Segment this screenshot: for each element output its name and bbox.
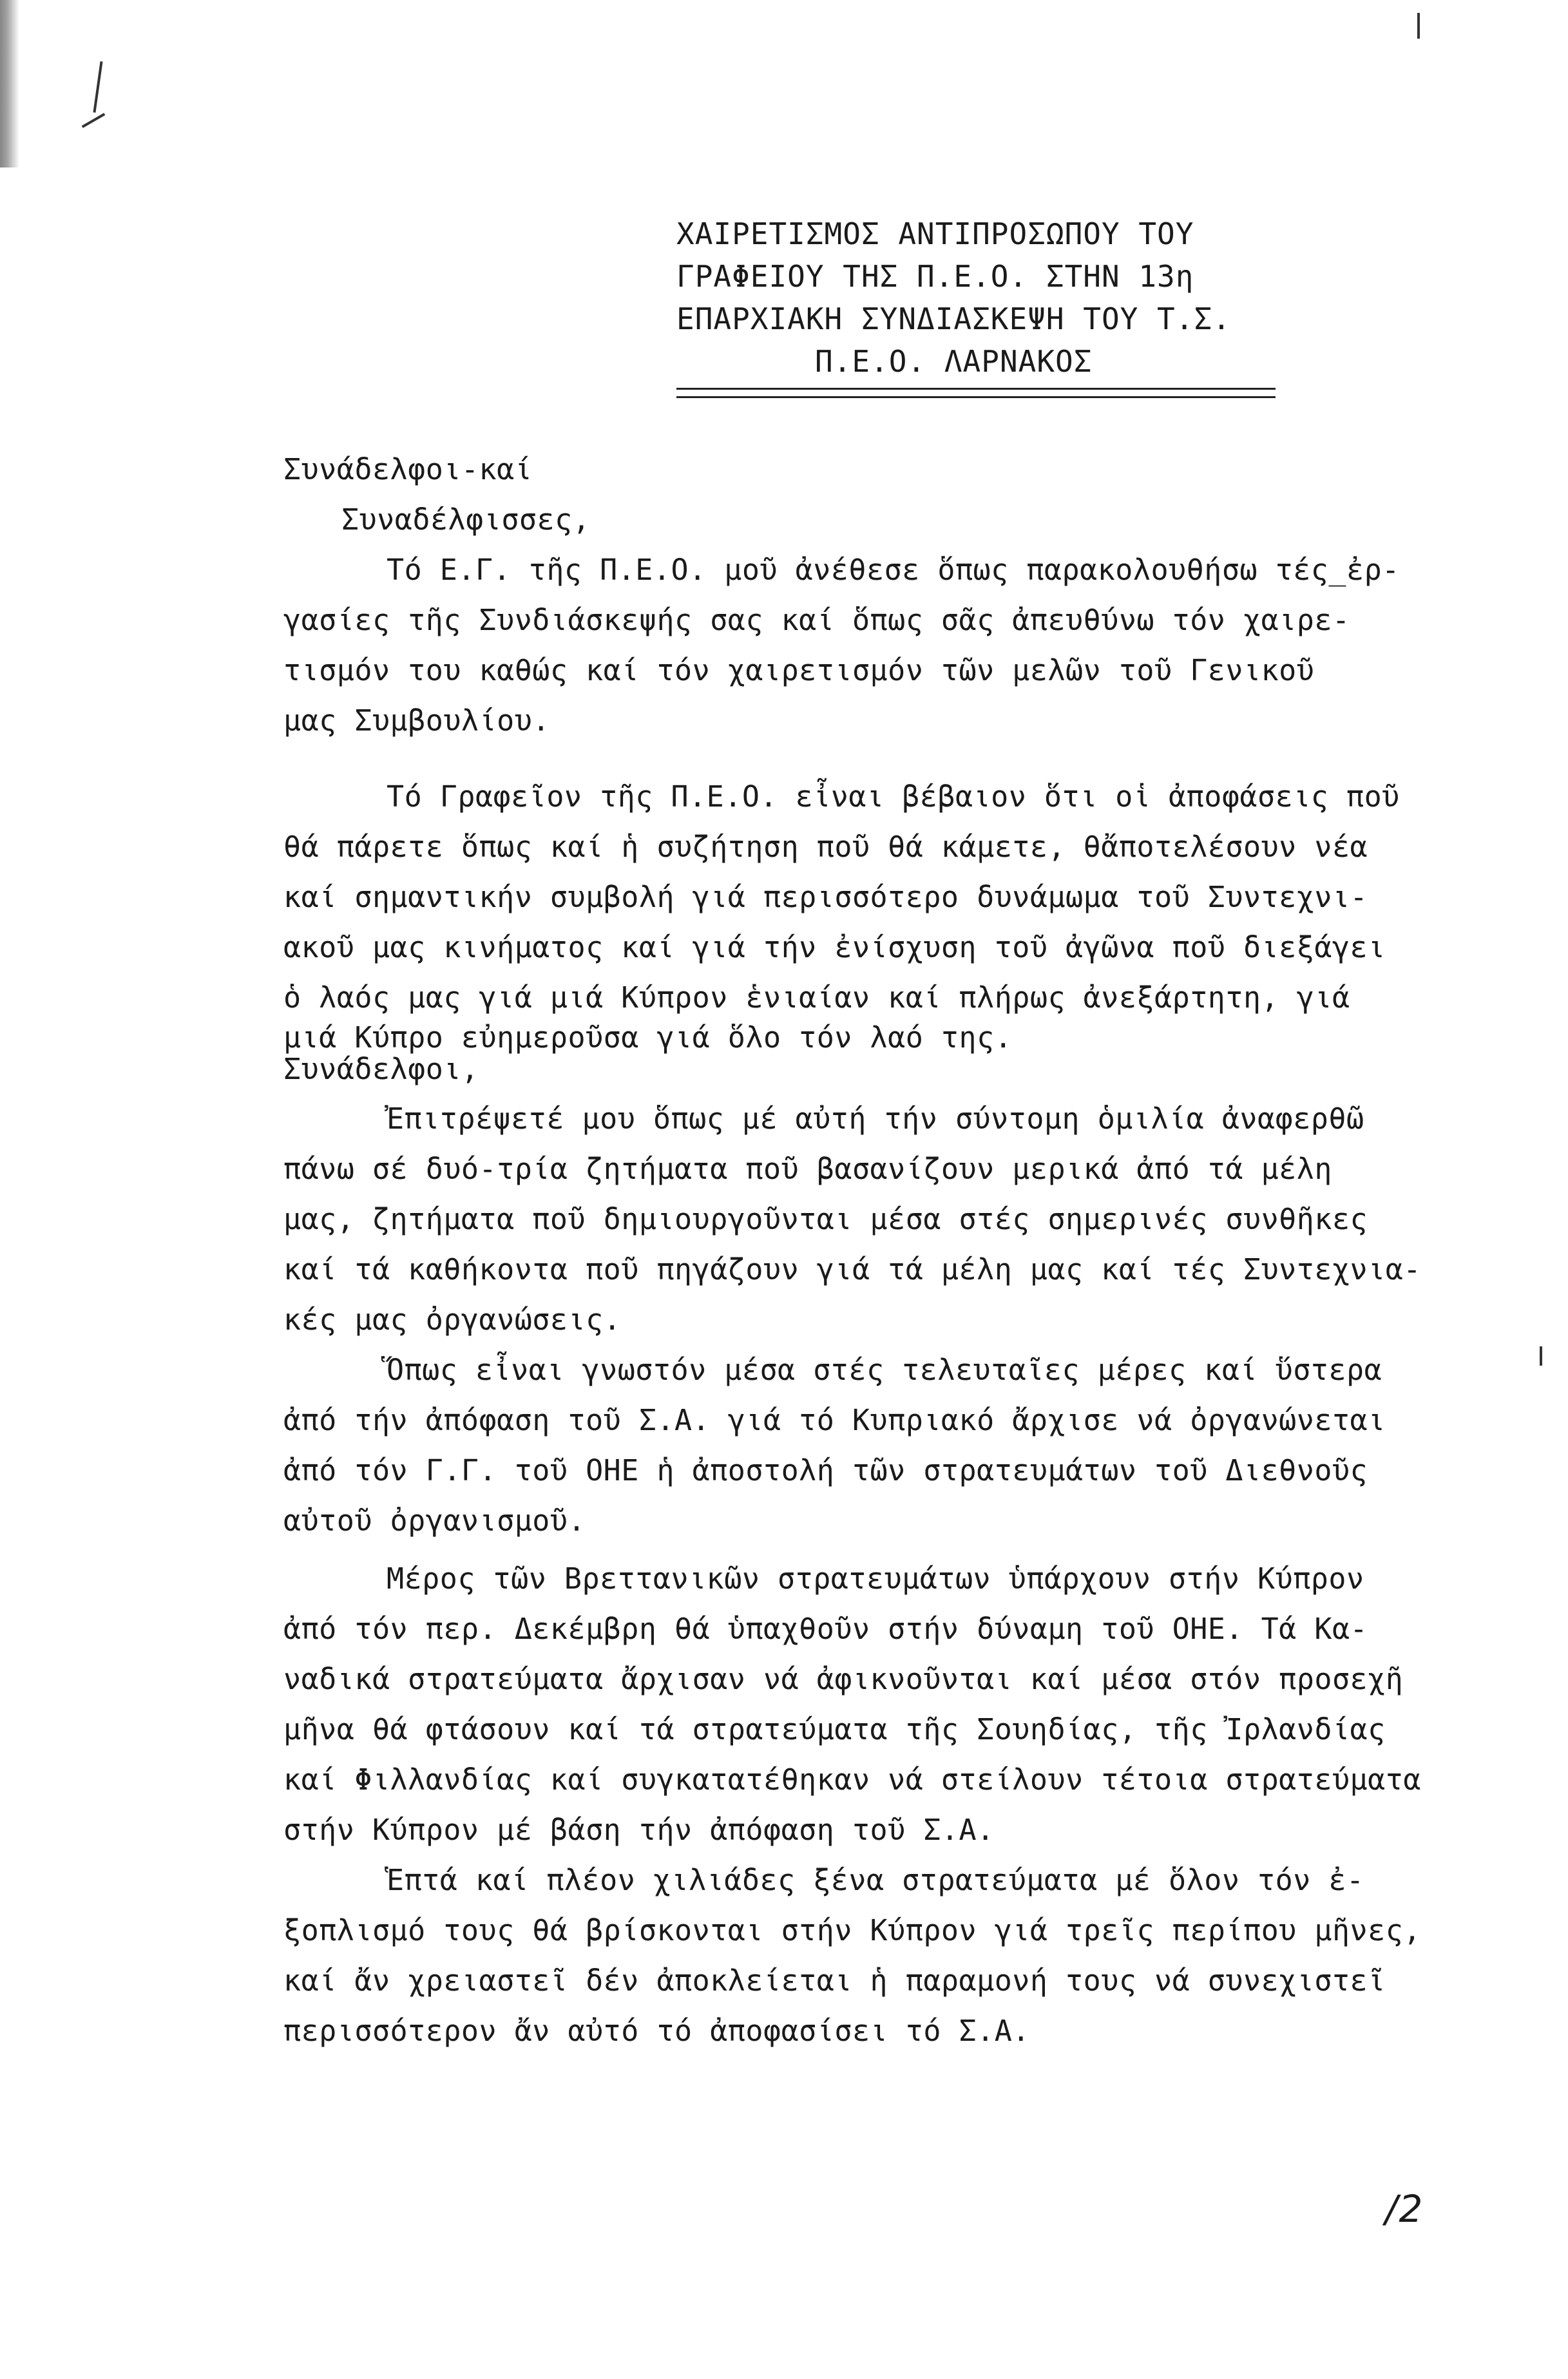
text-line: πάνω σέ δυό-τρία ζητήματα ποῦ βασανίζουν μερικά ἀπό τά μέλη <box>283 1152 1332 1186</box>
paragraph <box>283 1094 1507 1345</box>
paragraph <box>283 545 1507 746</box>
text-line: Μέρος τῶν Βρεττανικῶν στρατευμάτων ὑπάρχουν στήν Κύπρον <box>387 1562 1364 1596</box>
text-line: Τό Ε.Γ. τῆς Π.Ε.Ο. μοῦ ἀνέθεσε ὅπως παρακολουθήσω τές_ἐρ- <box>387 553 1400 587</box>
paragraph <box>283 1345 1507 1546</box>
text-line: περισσότερον ἄν αὐτό τό ἀποφασίσει τό Σ.Α. <box>283 2014 1030 2048</box>
text-line: καί τά καθήκοντα ποῦ πηγάζουν γιά τά μέλη μας καί τές Συντεχνια- <box>283 1252 1421 1286</box>
text-line: καί Φιλλανδίας καί συγκατατέθηκαν νά στείλουν τέτοια στρατεύματα <box>283 1763 1421 1797</box>
heading-line: ΓΡΑΦΕΙΟΥ ΤΗΣ Π.Ε.Ο. ΣΤΗΝ 13η <box>676 259 1194 294</box>
heading-line: Π.Ε.Ο. ΛΑΡΝΑΚΟΣ <box>815 344 1093 379</box>
scan-speck <box>82 113 106 128</box>
heading-line: ΕΠΑΡΧΙΑΚΗ ΣΥΝΔΙΑΣΚΕΨΗ ΤΟΥ Τ.Σ. <box>676 301 1231 336</box>
text-line: κές μας ὀργανώσεις. <box>283 1303 622 1337</box>
text-line: γασίες τῆς Συνδιάσκεψής σας καί ὅπως σᾶς ἀπευθύνω τόν χαιρε- <box>283 603 1350 637</box>
text-line: μιά Κύπρο εὐημεροῦσα γιά ὅλο τόν λαό της. <box>283 1020 1013 1055</box>
text-line: καί σημαντικήν συμβολή γιά περισσότερο δυνάμωμα τοῦ Συντεχνι- <box>283 880 1368 914</box>
scan-edge-artifact <box>0 0 19 167</box>
paragraph <box>283 772 1507 1086</box>
heading-double-rule <box>676 388 1276 398</box>
document-heading <box>676 213 1256 383</box>
salutation-line: Συναδέλφισσες, <box>341 502 591 537</box>
text-line: Ὅπως εἶναι γνωστόν μέσα στές τελευταῖες μέρες καί ὕστερα <box>387 1353 1382 1387</box>
text-line: θά πάρετε ὅπως καί ἡ συζήτηση ποῦ θά κάμετε, θἄποτελέσουν νέα <box>283 830 1368 864</box>
text-line: ἀπό τόν Γ.Γ. τοῦ ΟΗΕ ἡ ἀποστολή τῶν στρατευμάτων τοῦ Διεθνοῦς <box>283 1453 1368 1487</box>
scan-speck <box>1540 1346 1542 1366</box>
text-line: ἀπό τόν περ. Δεκέμβρη θά ὑπαχθοῦν στήν δύναμη τοῦ ΟΗΕ. Τά Κα- <box>283 1612 1368 1646</box>
scan-speck <box>93 61 102 113</box>
text-line: μας, ζητήματα ποῦ δημιουργοῦνται μέσα στές σημερινές συνθῆκες <box>283 1202 1368 1236</box>
paragraph-gap <box>283 1546 1507 1554</box>
text-line: καί ἄν χρειαστεῖ δέν ἀποκλείεται ἡ παραμονή τους νά συνεχιστεῖ <box>283 1963 1386 1998</box>
text-line: τισμόν του καθώς καί τόν χαιρετισμόν τῶν μελῶν τοῦ Γενικοῦ <box>283 653 1315 687</box>
text-line: Ἑπτά καί πλέον χιλιάδες ξένα στρατεύματα μέ ὅλον τόν ἐ- <box>387 1863 1364 1897</box>
text-line: στήν Κύπρον μέ βάση τήν ἀπόφαση τοῦ Σ.Α. <box>283 1813 995 1847</box>
salutation-line: Συνάδελφοι, <box>283 1052 479 1086</box>
text-line: αὐτοῦ ὀργανισμοῦ. <box>283 1504 586 1538</box>
salutation <box>283 444 1507 545</box>
text-line: ἀπό τήν ἀπόφαση τοῦ Σ.Α. γιά τό Κυπριακό ἄρχισε νά ὀργανώνεται <box>283 1403 1386 1437</box>
page-number: /2 <box>1385 2187 1424 2231</box>
paragraph-gap <box>283 1086 1507 1094</box>
text-line: ακοῦ μας κινήματος καί γιά τήν ἐνίσχυση τοῦ ἀγῶνα ποῦ διεξάγει <box>283 930 1386 964</box>
text-line: ξοπλισμό τους θά βρίσκονται στήν Κύπρον γιά τρεῖς περίπου μῆνες, <box>283 1913 1421 1947</box>
heading-line: ΧΑΙΡΕΤΙΣΜΟΣ ΑΝΤΙΠΡΟΣΩΠΟΥ ΤΟΥ <box>676 216 1194 251</box>
letter-body <box>283 444 1507 2056</box>
text-line: μῆνα θά φτάσουν καί τά στρατεύματα τῆς Σουηδίας, τῆς Ἰρλανδίας <box>283 1712 1386 1746</box>
text-line: ναδικά στρατεύματα ἄρχισαν νά ἀφικνοῦνται καί μέσα στόν προσεχῆ <box>283 1662 1404 1696</box>
paragraph-gap <box>283 746 1507 772</box>
text-line: μας Συμβουλίου. <box>283 703 550 738</box>
text-line: ὁ λαός μας γιά μιά Κύπρον ἑνιαίαν καί πλήρως ἀνεξάρτητη, γιά <box>283 980 1350 1015</box>
text-line: Τό Γραφεῖον τῆς Π.Ε.Ο. εἶναι βέβαιον ὅτι οἱ ἀποφάσεις ποῦ <box>387 779 1400 814</box>
paragraph <box>283 1855 1507 2056</box>
scan-speck <box>1417 13 1420 39</box>
text-line: Ἐπιτρέψετέ μου ὅπως μέ αὐτή τήν σύντομη ὁμιλία ἀναφερθῶ <box>387 1102 1364 1136</box>
paragraph <box>283 1554 1507 1855</box>
salutation-line: Συνάδελφοι-καί <box>283 452 533 486</box>
